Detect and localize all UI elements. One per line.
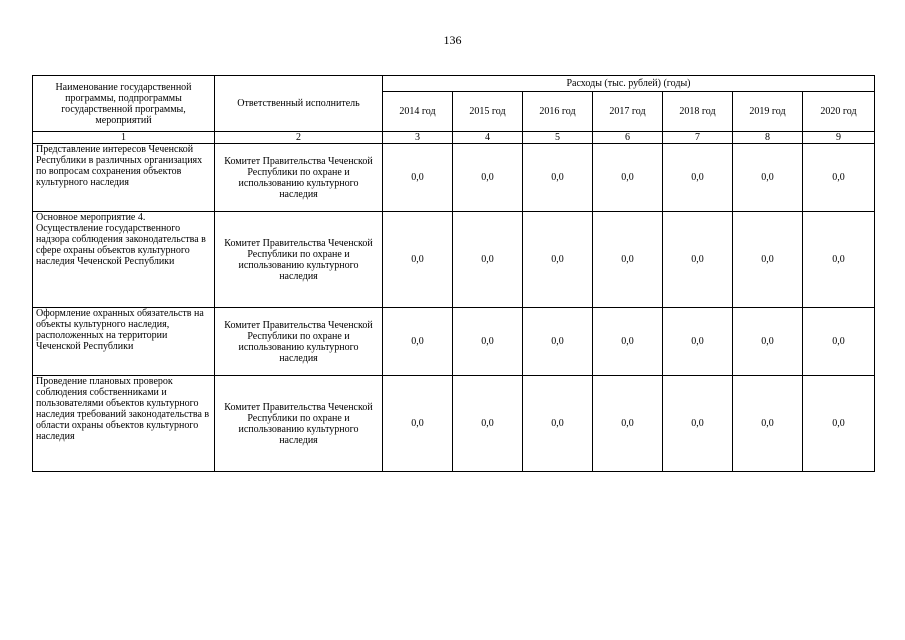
- row-value: 0,0: [383, 308, 453, 376]
- row-value: 0,0: [593, 212, 663, 308]
- row-value: 0,0: [733, 308, 803, 376]
- row-name: Основное мероприятие 4. Осуществление государственного надзора соблюдения законодательства в сфере охраны объектов культурного наследия Чеченской Республики: [33, 212, 215, 308]
- header-name: Наименование государственной программы, подпрограммы государственной программы, мероприятий: [33, 76, 215, 132]
- row-value: 0,0: [383, 144, 453, 212]
- header-year: 2014 год: [383, 92, 453, 132]
- row-value: 0,0: [523, 376, 593, 472]
- row-value: 0,0: [523, 144, 593, 212]
- row-value: 0,0: [523, 212, 593, 308]
- row-value: 0,0: [663, 212, 733, 308]
- row-value: 0,0: [803, 212, 875, 308]
- header-year: 2016 год: [523, 92, 593, 132]
- column-number: 5: [523, 132, 593, 144]
- row-value: 0,0: [523, 308, 593, 376]
- row-executor: Комитет Правительства Чеченской Республики по охране и использованию культурного наследия: [215, 376, 383, 472]
- table-row: [33, 376, 875, 472]
- row-value: 0,0: [663, 308, 733, 376]
- header-year: 2018 год: [663, 92, 733, 132]
- header-year: 2019 год: [733, 92, 803, 132]
- row-executor: Комитет Правительства Чеченской Республики по охране и использованию культурного наследия: [215, 212, 383, 308]
- header-expenses: Расходы (тыс. рублей) (годы): [383, 76, 875, 92]
- row-value: 0,0: [663, 144, 733, 212]
- column-number: 7: [663, 132, 733, 144]
- row-value: 0,0: [453, 308, 523, 376]
- table-row: [33, 144, 875, 212]
- column-number: 2: [215, 132, 383, 144]
- row-executor: Комитет Правительства Чеченской Республики по охране и использованию культурного наследия: [215, 144, 383, 212]
- row-value: 0,0: [453, 376, 523, 472]
- column-number: 9: [803, 132, 875, 144]
- row-executor: Комитет Правительства Чеченской Республики по охране и использованию культурного наследия: [215, 308, 383, 376]
- column-number: 6: [593, 132, 663, 144]
- column-number: 4: [453, 132, 523, 144]
- row-value: 0,0: [453, 144, 523, 212]
- row-value: 0,0: [383, 212, 453, 308]
- column-number: 3: [383, 132, 453, 144]
- row-value: 0,0: [593, 308, 663, 376]
- header-year: 2020 год: [803, 92, 875, 132]
- page-number: 136: [443, 33, 462, 47]
- row-value: 0,0: [663, 376, 733, 472]
- row-value: 0,0: [803, 308, 875, 376]
- row-value: 0,0: [803, 144, 875, 212]
- row-value: 0,0: [593, 376, 663, 472]
- row-value: 0,0: [383, 376, 453, 472]
- column-number: 1: [33, 132, 215, 144]
- row-value: 0,0: [733, 212, 803, 308]
- row-value: 0,0: [733, 376, 803, 472]
- table-row: [33, 212, 875, 308]
- row-value: 0,0: [803, 376, 875, 472]
- row-name: Представление интересов Чеченской Республики в различных организациях по вопросам сохранения объектов культурного наследия: [33, 144, 215, 212]
- table-row: [33, 308, 875, 376]
- expenses-table: [32, 75, 875, 472]
- row-value: 0,0: [733, 144, 803, 212]
- header-year: 2015 год: [453, 92, 523, 132]
- header-year: 2017 год: [593, 92, 663, 132]
- row-value: 0,0: [593, 144, 663, 212]
- row-name: Оформление охранных обязательств на объекты культурного наследия, расположенных на территории Чеченской Республики: [33, 308, 215, 376]
- row-value: 0,0: [453, 212, 523, 308]
- header-row-1: [33, 76, 875, 92]
- row-name: Проведение плановых проверок соблюдения собственниками и пользователями объектов культурного наследия требований законодательства в области охраны объектов культурного наследия: [33, 376, 215, 472]
- column-number-row: [33, 132, 875, 144]
- header-executor: Ответственный исполнитель: [215, 76, 383, 132]
- column-number: 8: [733, 132, 803, 144]
